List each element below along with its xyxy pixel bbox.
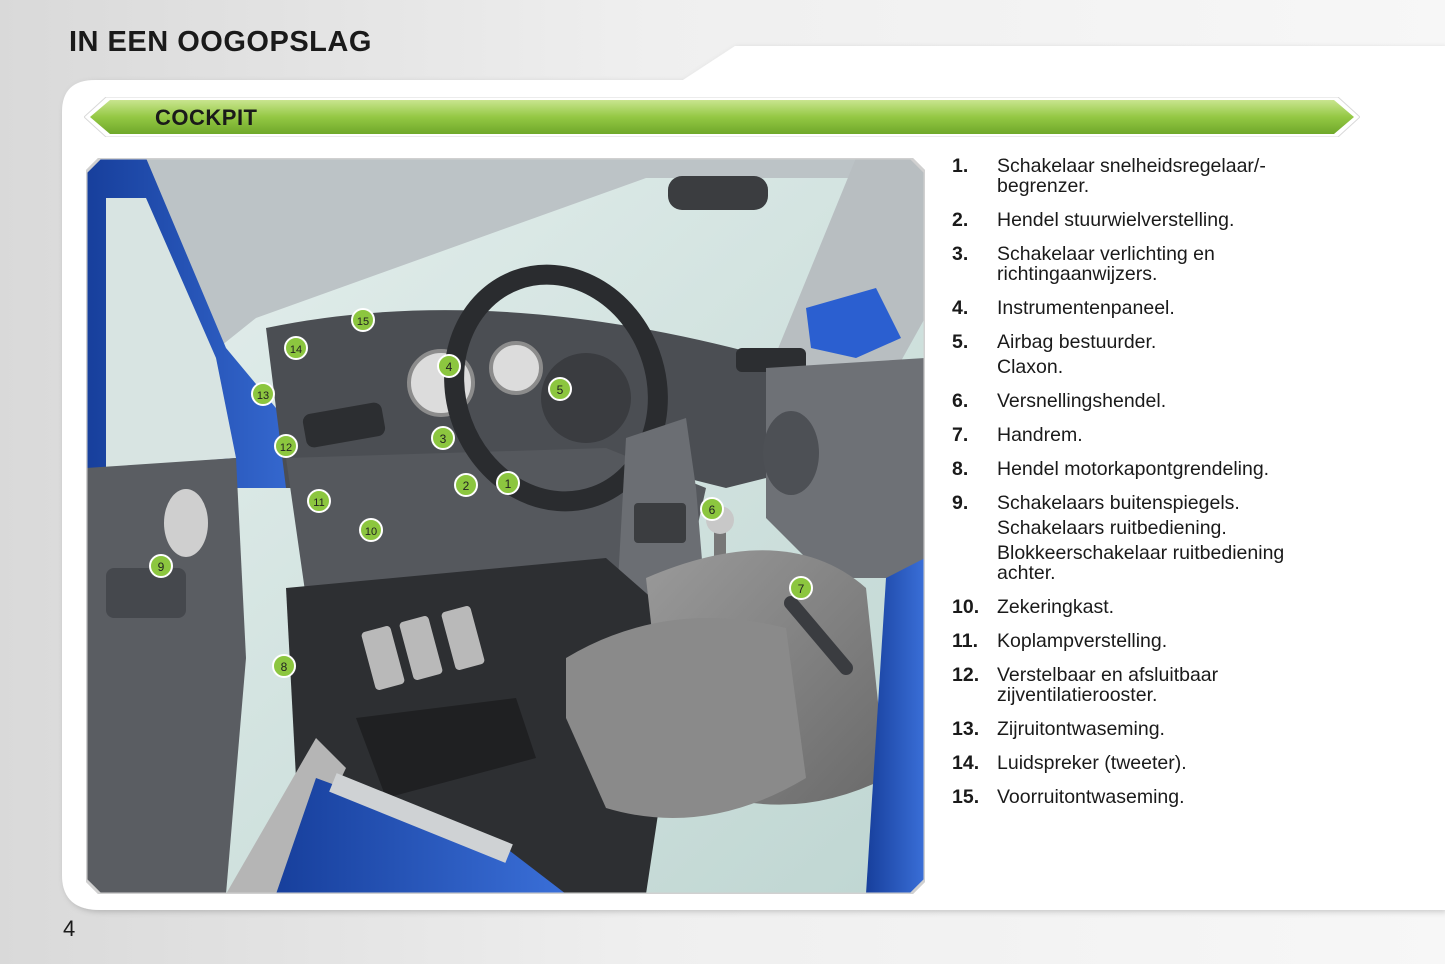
page-title: IN EEN OOGOPSLAG	[69, 26, 372, 58]
item-number: 6.	[952, 390, 969, 412]
cockpit-illustration	[86, 158, 925, 894]
item-number: 10.	[952, 596, 980, 618]
svg-text:2: 2	[462, 479, 470, 493]
svg-text:10: 10	[364, 526, 378, 538]
item-number: 4.	[952, 297, 969, 319]
svg-text:3: 3	[439, 432, 447, 446]
item-number: 9.	[952, 492, 969, 514]
item-number: 8.	[952, 458, 969, 480]
list-item: 7. Handrem.	[952, 424, 1083, 446]
section-title: COCKPIT	[155, 105, 258, 130]
list-item: 13. Zijruitontwaseming.	[952, 718, 1165, 740]
item-number: 15.	[952, 786, 980, 808]
svg-text:11: 11	[313, 497, 325, 509]
list-item: 12. Verstelbaar en afsluitbaar zijventilatierooster.	[952, 664, 1219, 706]
item-number: 7.	[952, 424, 969, 446]
callout-13	[252, 383, 274, 405]
item-number: 11.	[952, 630, 979, 652]
svg-text:13: 13	[256, 390, 270, 402]
svg-text:12: 12	[279, 442, 293, 454]
svg-text:4: 4	[445, 360, 453, 374]
callout-14	[285, 337, 307, 359]
callout-9	[150, 555, 172, 577]
list-item: 1. Schakelaar snelheidsregelaar/- begrenzer.	[952, 155, 1266, 197]
list-item: 14. Luidspreker (tweeter).	[952, 752, 1187, 774]
item-number: 5.	[952, 331, 969, 353]
svg-text:5: 5	[556, 383, 564, 397]
item-number: 1.	[952, 155, 969, 177]
legend-list	[952, 156, 1372, 807]
item-number: 3.	[952, 243, 969, 265]
callout-2	[455, 474, 477, 496]
list-item: 10. Zekeringkast.	[952, 596, 1115, 618]
svg-text:1: 1	[504, 477, 512, 491]
callout-15	[352, 309, 374, 331]
list-item: 15. Voorruitontwaseming.	[952, 786, 1185, 808]
callout-4	[438, 355, 460, 377]
section-banner	[84, 97, 1360, 137]
list-item: 4. Instrumentenpaneel.	[952, 297, 1175, 319]
callout-8	[273, 655, 295, 677]
list-item: 2. Hendel stuurwielverstelling.	[952, 209, 1235, 231]
list-item: 8. Hendel motorkapontgrendeling.	[952, 458, 1270, 480]
svg-text:15: 15	[356, 316, 370, 328]
svg-text:8: 8	[280, 660, 288, 674]
svg-text:7: 7	[797, 582, 805, 596]
callout-5	[549, 378, 571, 400]
item-number: 2.	[952, 209, 969, 231]
list-item: 9. Schakelaars buitenspiegels. Schakelaars ruitbediening. Blokkeerschakelaar ruitbediening achter.	[952, 492, 1285, 584]
page-number: 4	[63, 916, 76, 941]
callout-10	[360, 519, 382, 541]
callout-1	[497, 472, 519, 494]
list-item: 11. Koplampverstelling.	[952, 630, 1168, 652]
list-item: 3. Schakelaar verlichting en richtingaanwijzers.	[952, 243, 1215, 285]
callout-3	[432, 427, 454, 449]
list-item: 5. Airbag bestuurder. Claxon.	[952, 331, 1157, 378]
item-number: 12.	[952, 664, 980, 686]
callout-12	[275, 435, 297, 457]
svg-text:9: 9	[157, 560, 165, 574]
svg-text:14: 14	[289, 344, 303, 356]
item-number: 13.	[952, 718, 980, 740]
callout-7	[790, 577, 812, 599]
callout-11	[308, 490, 330, 512]
svg-text:6: 6	[708, 503, 716, 517]
item-number: 14.	[952, 752, 980, 774]
callout-6	[701, 498, 723, 520]
list-item: 6. Versnellingshendel.	[952, 390, 1167, 412]
